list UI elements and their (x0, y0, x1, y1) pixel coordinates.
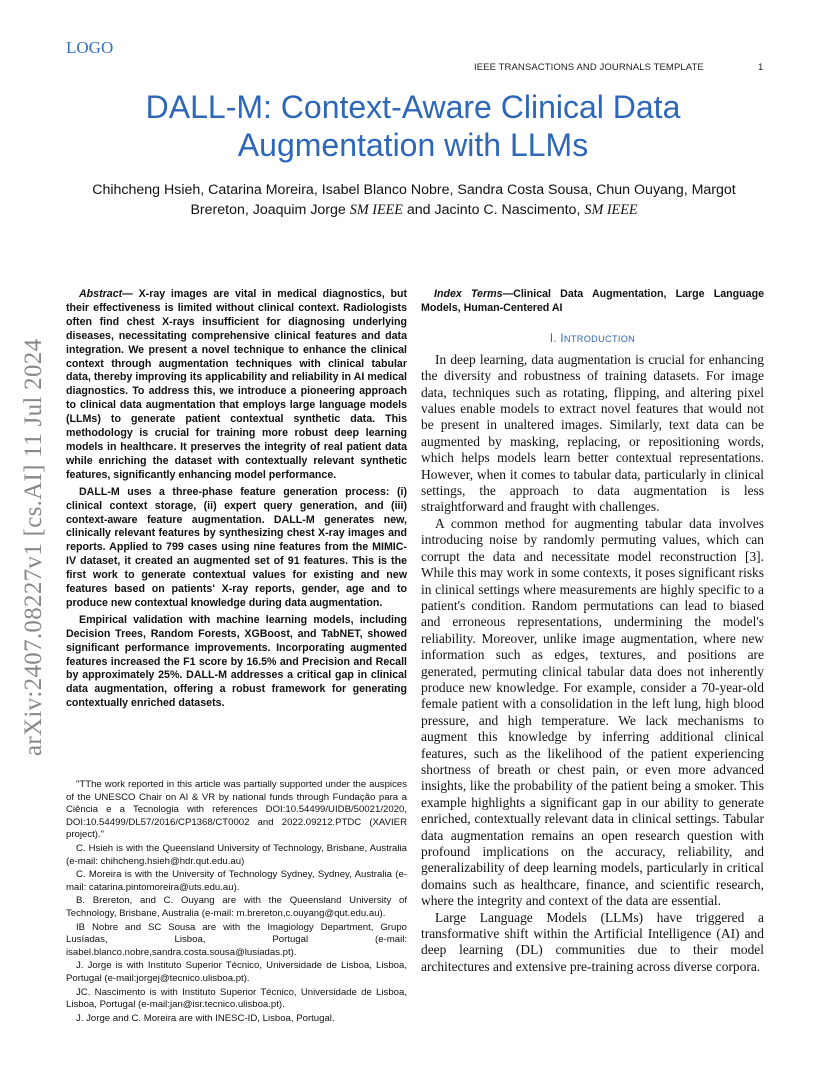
arxiv-stamp: arXiv:2407.08227v1 [cs.AI] 11 Jul 2024 (20, 338, 47, 756)
footnotes (66, 779, 407, 1026)
abstract-label: Abstract— (79, 288, 133, 300)
page-number: 1 (758, 62, 764, 73)
left-column (66, 288, 407, 714)
section-numeral: I. (549, 332, 561, 345)
author-connector: and Jacinto C. Nascimento, (406, 202, 581, 218)
footnote: JC. Nascimento is with Instituto Superior Técnico, Universidade de Lisboa, Lisboa, Portugal (e-mail:jan@isr.tecnico.ulisboa.pt). (66, 986, 407, 1011)
section-title-rest: NTRODUCTION (563, 333, 636, 344)
body-paragraph: Large Language Models (LLMs) have triggered a transformative shift within the Artificial Intelligence (AI) and deep learning (DL) communities due to their model architectures and extensive pre-training across diverse corpora. (421, 909, 764, 974)
right-column (421, 288, 764, 975)
abstract-text: X-ray images are vital in medical diagnostics, but their effectiveness is limited without clinical context. Radiologists often find chest X-rays insufficient for diagnosing underlying diseases, necessitating comprehensive clinical features and data integration. We present a novel technique to enhance the clinical context through augmentation techniques with clinical tabular data, thereby improving its applicability and reliability in AI medical diagnostics. To address this, we introduce a pioneering approach to clinical data augmentation that employs large language models (LLMs) to generate patient contextual synthetic data. This methodology is crucial for training more robust deep learning models in healthcare. It preserves the integrity of real patient data while enriching the dataset with contextually relevant synthetic features, significantly enhancing model performance. (66, 288, 407, 481)
footnote: IB Nobre and SC Sousa are with the Imagiology Department, Grupo Lusíadas, Lisboa, Portugal (e-mail: isabel.blanco.nobre,sandra.costa.sousa@lusiadas.pt). (66, 921, 407, 958)
section-heading (421, 333, 764, 345)
index-terms (421, 288, 764, 316)
body-paragraph: In deep learning, data augmentation is crucial for enhancing the diversity and robustness of training datasets. For image data, techniques such as rotating, flipping, and altering pixel values enable models to extract novel features that would not be present in unaltered images. Similarly, text data can be augmented by masking, replacing, or repositioning words, which helps models learn better contextual representations. However, when it comes to tabular data, particularly in clinical settings, the approach to data augmentation is less straightforward and fraught with challenges. (421, 351, 764, 515)
index-terms-label: Index Terms— (434, 288, 514, 300)
author-names: Chihcheng Hsieh, Catarina Moreira, Isabel Blanco Nobre, Sandra Costa Sousa, Chun Ouyang, Margot Brereton, Joaquim Jorge (92, 182, 736, 218)
running-head: IEEE TRANSACTIONS AND JOURNALS TEMPLATE (474, 62, 704, 73)
footnote: C. Moreira is with the University of Technology Sydney, Sydney, Australia (e-mail: catarina.pintomoreira@uts.edu.au). (66, 869, 407, 893)
footnote: "TThe work reported in this article was partially supported under the auspices of the UNESCO Chair on AI & VR by national funds through Fundação para a Ciência e a Tecnologia with references DOI:10.54499/UIDB/50021/2020, DOI:10.54499/DL57/2016/CP1368/CT0002 and 2022.09212.PTDC (XAVIER project)." (66, 779, 407, 841)
section-initial: I (560, 332, 564, 345)
footnote: J. Jorge and C. Moreira are with INESC-ID, Lisboa, Portugal. (76, 1012, 335, 1024)
index-terms-text: Clinical Data Augmentation, Large Language Models, Human-Centered AI (421, 288, 764, 314)
membership-label: SM IEEE (349, 202, 403, 218)
footnote: C. Hsieh is with the Queensland University of Technology, Brisbane, Australia (e-mail: chihcheng.hsieh@hdr.qut.edu.au) (66, 842, 407, 867)
journal-logo: LOGO (66, 38, 114, 57)
abstract-paragraph (66, 288, 407, 483)
footnote: B. Brereton, and C. Ouyang are with the Queensland University of Technology, Brisbane, Australia (e-mail: m.brereton,c.ouyang@qut.edu.au). (66, 895, 407, 919)
author-list (70, 180, 758, 220)
abstract-paragraph: Empirical validation with machine learning models, including Decision Trees, Random Forests, XGBoost, and TabNET, showed significant performance improvements. Incorporating augmented features increased the F1 score by 16.5% and Precision and Recall by approximately 25%. DALL-M addresses a critical gap in clinical data augmentation, offering a robust framework for generating contextually enriched datasets. (66, 613, 407, 710)
membership-label: SM IEEE (584, 202, 638, 218)
paper-title: DALL-M: Context-Aware Clinical Data Augmentation with LLMs (145, 89, 681, 163)
body-paragraph: A common method for augmenting tabular data involves introducing noise by randomly permuting values, which can corrupt the data and necessitate model reconstruction [3]. While this may work in some contexts, it poses significant risks in clinical settings where measurements are highly specific to a patient's condition. Random permutations can lead to biased and erroneous representations, undermining the model's reliability. Moreover, unlike image augmentation, where new information such as edges, textures, and positions are generated, permuting clinical tabular data does not inherently produce new knowledge. For example, consider a 70-year-old female patient with a consolidation in the left lung, high blood pressure, and high temperature. We lack mechanisms to augment this knowledge by inferring additional clinical features, such as the likelihood of the patient experiencing shortness of breath or chest pain, or even more advanced insights, like the probability of the patient being a smoker. This example highlights a significant gap in our ability to generate enriched, contextually relevant data in clinical settings. Tabular data augmentation remains an open research question with profound implications on the accuracy, reliability, and generalizability of deep learning models, particularly in critical domains such as healthcare, finance, and scientific research, where the integrity and context of the data are essential. (421, 515, 764, 909)
abstract-paragraph: DALL-M uses a three-phase feature generation process: (i) clinical context storage, (ii) expert query generation, and (iii) context-aware feature augmentation. DALL-M generates new, clinically relevant features by synthesizing chest X-ray images and reports. Applied to 799 cases using nine features from the MIMIC-IV dataset, it created an augmented set of 91 features. This is the first work to generate contextual values for existing and new features based on patients' X-ray reports, gender, age and to produce new contextual knowledge during data augmentation. (66, 485, 407, 609)
footnote: J. Jorge is with Instituto Superior Técnico, Universidade de Lisboa, Lisboa, Portugal (e-mail:jorgej@tecnico.ulisboa.pt). (66, 960, 407, 984)
